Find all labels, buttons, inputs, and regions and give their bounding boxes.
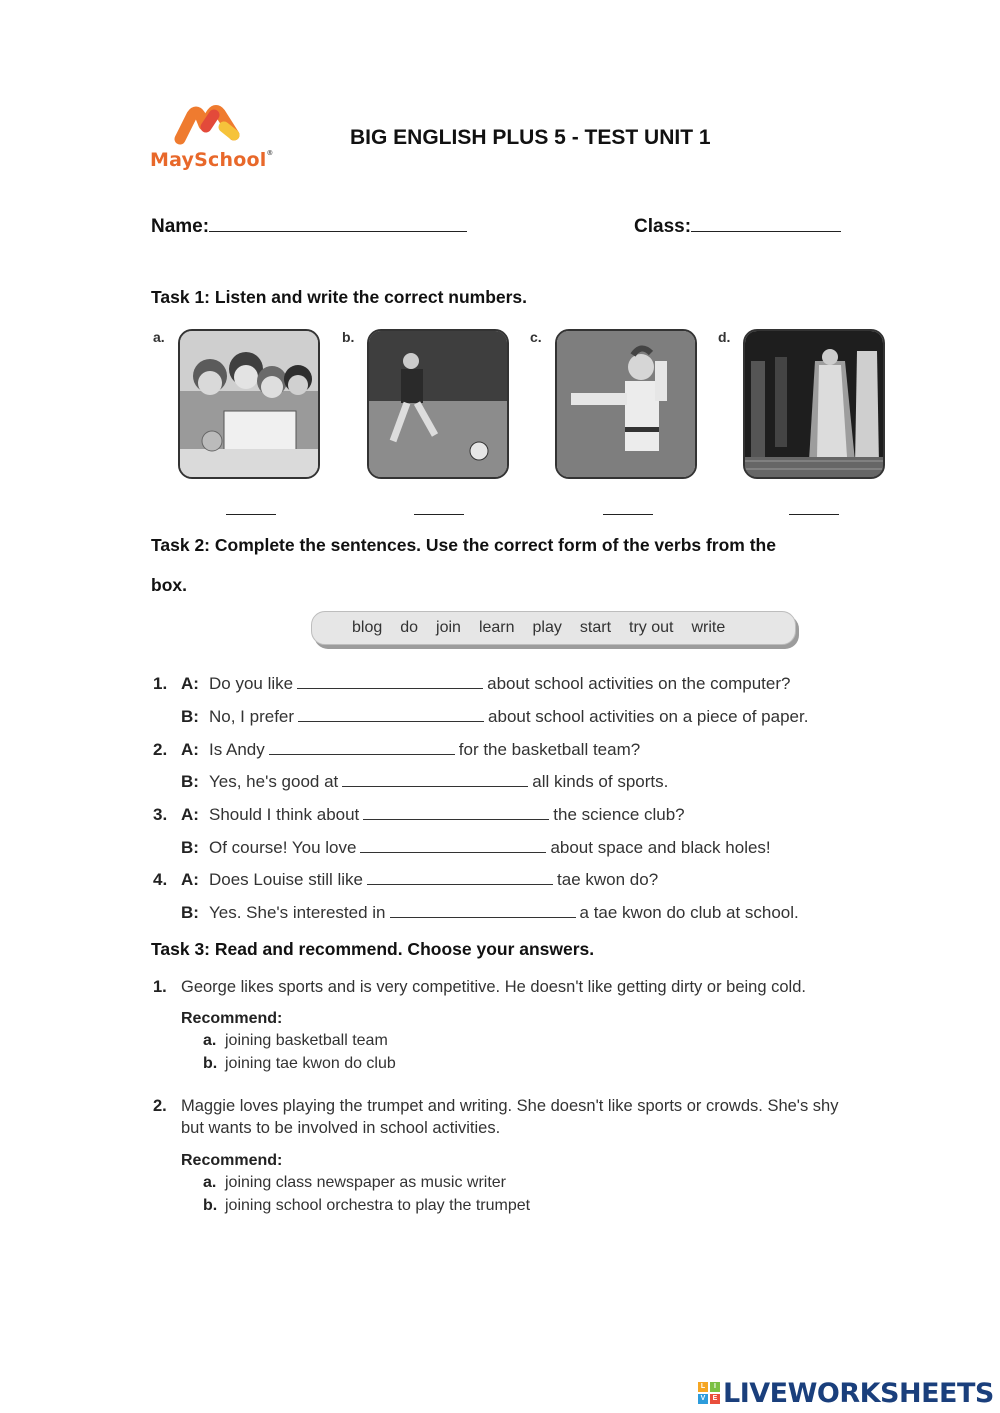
task2-item-3-a: 3. A: Should I think about the science club? (153, 805, 685, 824)
picture-letter-c: c. (530, 329, 542, 345)
mayschool-logo-mark (148, 105, 248, 149)
fill-blank[interactable] (363, 805, 549, 820)
picture-letter-b: b. (342, 329, 355, 345)
task3-item-1-text: 1. George likes sports and is very competitive. He doesn't like getting dirty or being cold. (153, 978, 806, 996)
recommend-label: Recommend: (181, 1010, 283, 1027)
task3-item-2-option-a[interactable]: a. joining class newspaper as music writer (203, 1174, 506, 1191)
children-laptop-photo (178, 329, 320, 479)
task2-item-4-b: B: Yes. She's interested in a tae kwon do club at school. (181, 903, 799, 922)
task3-item-2-text-cont: but wants to be involved in school activities. (181, 1119, 501, 1137)
recommend-label: Recommend: (181, 1152, 283, 1169)
class-label: Class: (634, 216, 692, 237)
answer-line-a[interactable] (226, 514, 276, 515)
liveworksheets-icon: L I V E (698, 1382, 720, 1404)
name-field[interactable] (151, 213, 467, 238)
answer-line-c[interactable] (603, 514, 653, 515)
task2-item-1-b: B: No, I prefer about school activities on a piece of paper. (181, 707, 809, 726)
word-box-item: do (400, 619, 419, 636)
task2-heading-cont: box. (151, 575, 187, 595)
fill-blank[interactable] (367, 870, 553, 885)
fill-blank[interactable] (390, 903, 576, 918)
school-play-stage-photo (743, 329, 885, 479)
word-box-item: play (532, 619, 562, 636)
task2-item-2-b: B: Yes, he's good at all kinds of sports. (181, 772, 669, 791)
task3-item-1-option-b[interactable]: b. joining tae kwon do club (203, 1055, 396, 1072)
fill-blank[interactable] (269, 740, 455, 755)
fill-blank[interactable] (297, 674, 483, 689)
task2-item-3-b: B: Of course! You love about space and black holes! (181, 838, 771, 857)
answer-line-d[interactable] (789, 514, 839, 515)
liveworksheets-text: LIVEWORKSHEETS (723, 1377, 994, 1409)
word-box-item: join (436, 619, 461, 636)
fill-blank[interactable] (342, 772, 528, 787)
task3-heading: Task 3: Read and recommend. Choose your answers. (151, 939, 595, 959)
task2-heading: Task 2: Complete the sentences. Use the correct form of the verbs from the (151, 535, 776, 555)
answer-line-b[interactable] (414, 514, 464, 515)
task2-item-4-a: 4. A: Does Louise still like tae kwon do? (153, 870, 659, 889)
name-blank[interactable] (209, 213, 467, 232)
task2-item-1-a: 1. A: Do you like about school activities on the computer? (153, 674, 791, 693)
class-blank[interactable] (691, 213, 841, 232)
page-title: BIG ENGLISH PLUS 5 - TEST UNIT 1 (350, 126, 711, 149)
task3-item-2-option-b[interactable]: b. joining school orchestra to play the trumpet (203, 1197, 531, 1214)
fill-blank[interactable] (360, 838, 546, 853)
tae-kwon-do-girl-photo (555, 329, 697, 479)
task3-item-1-option-a[interactable]: a. joining basketball team (203, 1032, 388, 1049)
word-box-item: write (691, 619, 726, 636)
word-box-item: learn (478, 619, 515, 636)
soccer-player-photo (367, 329, 509, 479)
picture-letter-d: d. (718, 329, 731, 345)
word-box (311, 611, 796, 645)
task1-heading: Task 1: Listen and write the correct numbers. (151, 287, 528, 307)
picture-letter-a: a. (153, 329, 165, 345)
mayschool-logo-text: MaySchool® (150, 149, 274, 171)
task2-item-2-a: 2. A: Is Andy for the basketball team? (153, 740, 641, 759)
liveworksheets-logo[interactable] (698, 1378, 994, 1408)
word-box-item: try out (629, 619, 674, 636)
name-label: Name: (151, 216, 210, 237)
mayschool-logo (148, 105, 274, 180)
fill-blank[interactable] (298, 707, 484, 722)
task3-item-2-text: 2. Maggie loves playing the trumpet and writing. She doesn't like sports or crowds. She's shy (153, 1097, 839, 1115)
word-box-item: blog (352, 619, 383, 636)
word-box-item: start (579, 619, 612, 636)
class-field[interactable] (634, 213, 841, 238)
